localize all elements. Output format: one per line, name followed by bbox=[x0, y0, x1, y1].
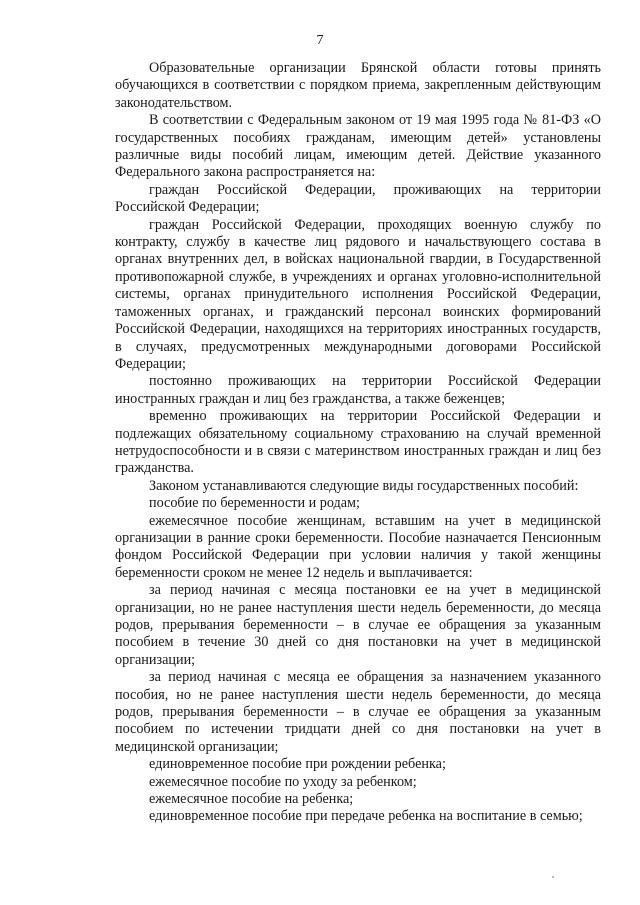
list-item-childcare-monthly: ежемесячное пособие по уходу за ребенком; bbox=[149, 773, 417, 790]
paragraph-period-from-registration: за период начиная с месяца постановки ее на учет в медицинской организации, но не ранее наступления шести недель беременности, до месяца родов, прерывания беременности – в случае ее обращения за указанным пособием в течение 30 дней со дня постановки на учет в медицинской организации; bbox=[115, 582, 601, 668]
list-item-birth-lump-sum: единовременное пособие при рождении ребенка; bbox=[149, 756, 446, 773]
paragraph-period-from-application: за период начиная с месяца ее обращения за назначением указанного пособия, но не ранее наступления шести недель беременности, до месяца родов, прерывания беременности – в случае ее обращения за указанным пособием по истечении тридцати дней со дня постановки на учет в медицинской организации; bbox=[115, 669, 601, 755]
document-body bbox=[115, 60, 601, 826]
list-item-pregnancy-benefit: пособие по беременности и родам; bbox=[149, 495, 360, 512]
paragraph-military-service: граждан Российской Федерации, проходящих военную службу по контракту, службу в качестве лиц рядового и начальствующего состава в органах внутренних дел, в войсках национальной гвардии, в Государственной противопожарной службе, в учреждениях и органах уголовно-исполнительной системы, органах принудительного исполнения Российской Федерации, таможенных органах, и гражданский персонал воинских формирований Российской Федерации, находящихся на территориях иностранных государств, в случаях, предусмотренных международными договорами Российской Федерации; bbox=[115, 216, 601, 372]
list-item-early-registration-benefit: ежемесячное пособие женщинам, вставшим на учет в медицинской организации в ранние сроки беременности. Пособие назначается Пенсионным фондом Российской Федерации при условии наличия у такой женщины беременности сроком не менее 12 недель и выплачивается: bbox=[115, 512, 601, 581]
paragraph-federal-law: В соответствии с Федеральным законом от 19 мая 1995 года № 81-ФЗ «О государственных пособиях гражданам, имеющим детей» установлены различные виды пособий лицам, имеющим детей. Действие указанного Федерального закона распространяется на: bbox=[115, 112, 601, 181]
paragraph-citizens-residing: граждан Российской Федерации, проживающих на территории Российской Федерации; bbox=[115, 181, 601, 216]
list-item-child-monthly: ежемесячное пособие на ребенка; bbox=[149, 791, 354, 808]
scan-speck bbox=[552, 876, 554, 878]
paragraph-permanent-residents: постоянно проживающих на территории Российской Федерации иностранных граждан и лиц без гражданства, а также беженцев; bbox=[115, 373, 601, 407]
page-number: 7 bbox=[316, 33, 324, 48]
list-item-family-placement-lump-sum: единовременное пособие при передаче ребенка на воспитание в семью; bbox=[149, 808, 583, 825]
paragraph-temporary-residents: временно проживающих на территории Российской Федерации и подлежащих обязательному социальному страхованию на случай временной нетрудоспособности и в связи с материнством иностранных граждан и лиц без гражданства. bbox=[115, 408, 601, 477]
paragraph-benefit-types-intro: Законом устанавливаются следующие виды государственных пособий: bbox=[149, 477, 579, 494]
paragraph-organizations-ready: Образовательные организации Брянской области готовы принять обучающихся в соответствии с порядком приема, закрепленным действующим законодательством. bbox=[115, 60, 601, 111]
